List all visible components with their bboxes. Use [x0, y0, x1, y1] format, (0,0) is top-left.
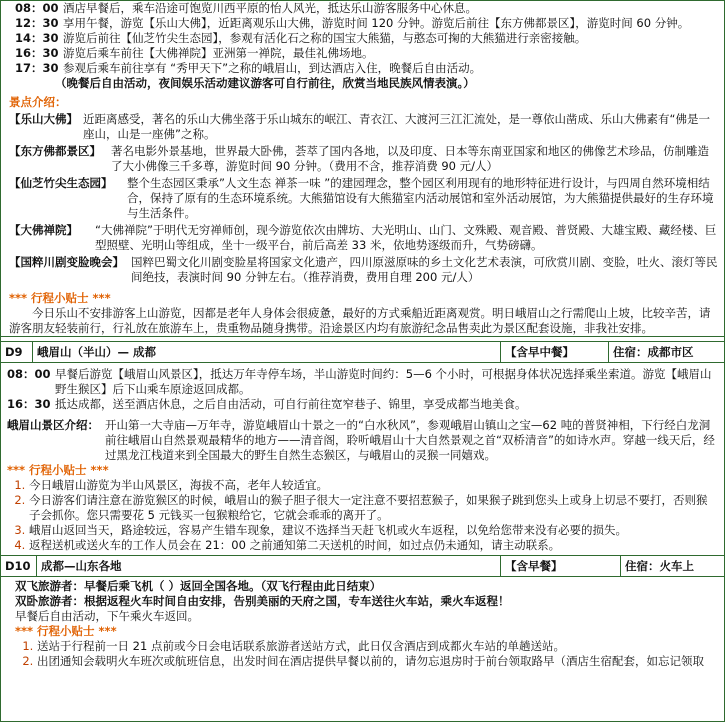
- attraction-item: [9, 176, 720, 221]
- day10-header: [1, 555, 724, 577]
- free-activity-line: 早餐后自由活动，下午乘火车返回。: [15, 609, 199, 623]
- attraction-desc: 国粹巴蜀文化川剧变脸星将国家文化遗产，四川原滋原味的乡土文化艺术表演，可欣赏川剧、变脸，吐火、滚灯等民间绝技，表演时间 90 分钟左右。（推荐消费，费用自理 200 元/人）: [131, 255, 718, 284]
- tip-item: 2. 今日游客们请注意在游览猴区的时候，峨眉山的猴子胆子很大一定注意不要招惹猴子，如果猴子跳到您头上或身上切忌不要打，否则猴子会抓你。您只需要花 5 元钱买一包猴粮给它，它就会乖乖的离开了。: [29, 493, 718, 523]
- scenic-intro: [7, 418, 718, 463]
- schedule-row: [7, 397, 718, 412]
- day-stay: 住宿：火车上: [625, 559, 694, 573]
- day10-section: [1, 577, 724, 671]
- attraction-name: 【东方佛都景区】: [9, 144, 101, 158]
- tip-item: 4. 返程送机或送火车的工作人员会在 21：00 之前通知第二天送机的时间，如过点仍未通知，请主动联系。: [29, 538, 718, 553]
- schedule-row: [15, 61, 718, 76]
- schedule-time: 16：30: [15, 46, 59, 60]
- tips-list: [15, 639, 718, 669]
- attraction-desc: “大佛禅院”于明代无穷禅师创，现今游览依次由牌坊、大光明山、山门、文殊殿、观音殿、普贤殿、大雄宝殿、藏经楼、巨型照壁、光明山等组成，坐十一级平台，前后高差 33 米，依地势逐级而升，气势磅礴。: [95, 223, 717, 252]
- attractions-title: 景点介绍：: [9, 95, 67, 109]
- attraction-item: [9, 144, 720, 174]
- schedule-text: 酒店早餐后，乘车沿途可饱览川西平原的怡人风光，抵达乐山游客服务中心休息。: [63, 1, 477, 15]
- schedule-text: 享用午餐，游览【乐山大佛】，近距离观乐山大佛，游览时间 120 分钟。游览后前往【东方佛都景区】，游览时间 60 分钟。: [63, 16, 690, 30]
- fly-travellers-line: 双飞旅游者：早餐后乘飞机（ ）返回全国各地。（双飞行程由此日结束）: [15, 579, 382, 593]
- tip-item: 3. 峨眉山返回当天，路途较远，容易产生错车现象，建议不选择当天赶飞机或火车返程，以免给您带来没有必要的损失。: [29, 523, 718, 538]
- attractions: [1, 93, 724, 336]
- schedule-text: 早餐后游览【峨眉山风景区】，抵达万年寺停车场，半山游览时间约：5—6 个小时，可根据身体状况选择乘坐索道。游览【峨眉山野生猴区】后下山乘车原途返回成都。: [55, 367, 712, 396]
- tips-title: *** 行程小贴士 ***: [9, 291, 111, 305]
- tip-item: 1. 送站于行程前一日 21 点前或今日会电话联系旅游者送站方式，此日仅含酒店到成都火车站的单趟送站。: [37, 639, 718, 654]
- evening-note: （晚餐后自由活动，夜间娱乐活动建议游客可自行前往，欣赏当地民族风情表演。）: [55, 76, 475, 90]
- day9-header: [1, 341, 724, 363]
- attraction-desc: 近距离感受，著名的乐山大佛坐落于乐山城东的岷江、青衣江、大渡河三江汇流处，是一尊依山凿成、乐山大佛素有“佛是一座山，山是一座佛”之称。: [83, 112, 710, 141]
- train-travellers-line: 双卧旅游者：根据返程火车时间自由安排，告别美丽的天府之国，专车送往火车站，乘火车返程！: [15, 594, 510, 608]
- day-meals: 【含早餐】: [501, 556, 621, 576]
- day-stay: 住宿：成都市区: [613, 345, 694, 359]
- intro-label: 峨眉山景区介绍：: [7, 418, 99, 432]
- attraction-item: [9, 223, 720, 253]
- tips-title: *** 行程小贴士 ***: [7, 463, 109, 477]
- day-route: 峨眉山（半山）— 成都: [33, 342, 501, 362]
- schedule-time: 17：30: [15, 61, 59, 75]
- tips-list: [7, 478, 718, 553]
- schedule-time: 12：30: [15, 16, 59, 30]
- day-number: D10: [1, 556, 37, 576]
- intro-text: 开山第一大寺庙—万年寺，游览峨眉山十景之一的“白水秋风”，参观峨眉山镇山之宝—62 吨的普贤神相，下行经白龙洞前往峨眉山自然景观最精华的地方——清音阁，聆听峨眉山十大自然景观之首“双桥清音”的如诗水声。穿越一线天后，经过黑龙江栈道来到全国最大的野生自然生态猴区，与峨眉山的灵猴一同嬉戏。: [105, 418, 715, 462]
- attraction-name: 【大佛禅院】: [9, 223, 78, 237]
- day-meals: 【含早中餐】: [501, 342, 609, 362]
- tip-item: 1. 今日峨眉山游览为半山风景区，海拔不高，老年人较适宜。: [29, 478, 718, 493]
- schedule-row: [15, 31, 718, 46]
- schedule-text: 游览后乘车前往【大佛禅院】亚洲第一禅院，最佳礼佛场地。: [63, 46, 374, 60]
- schedule-row: [15, 16, 718, 31]
- schedule-row: [15, 46, 718, 61]
- schedule-row: [15, 1, 718, 16]
- schedule-time: 08：00: [15, 1, 59, 15]
- schedule-time: 16：30: [7, 397, 51, 411]
- attraction-desc: 整个生态园区秉承”人文生态 禅茶一味 ”的建园理念，整个园区利用现有的地形特征进行设计，与四周自然环境相结合，保持了原有的生态环境系统。大熊猫馆设有大熊猫室内活动展馆和室外活动展馆，为大熊猫提供最好的生存环境与生活条件。: [127, 176, 714, 220]
- schedule-time: 14：30: [15, 31, 59, 45]
- attraction-desc: 著名电影外景基地，世界最大卧佛，荟萃了国内各地，以及印度、日本等东南亚国家和地区的佛像艺术珍品，仿制雕造了大小佛像三千多尊，游览时间 90 分钟。（费用不含，推荐消费 90 元/人）: [111, 144, 709, 173]
- tips-text: 今日乐山不安排游客上山游览，因都是老年人身体会很疲惫，最好的方式乘船近距离观赏。明日峨眉山之行需爬山上坡，比较辛苦，请游客朋友轻装前行，行礼放在旅游车上，贵重物品随身携带。沿途景区内均有旅游纪念品售卖此为景区配套设施，非我社安排。: [9, 306, 711, 335]
- schedule-text: 参观后乘车前往享有 “秀甲天下”之称的峨眉山，到达酒店入住，晚餐后自由活动。: [63, 61, 482, 75]
- day-route: 成都—山东各地: [37, 556, 501, 576]
- attraction-item: [9, 112, 720, 142]
- schedule-text: 游览后前往【仙芝竹尖生态园】，参观有活化石之称的国宝大熊猫，与憨态可掬的大熊猫进行亲密接触。: [63, 31, 587, 45]
- attraction-name: 【乐山大佛】: [9, 112, 78, 126]
- attraction-name: 【仙芝竹尖生态园】: [9, 176, 113, 190]
- attraction-name: 【国粹川剧变脸晚会】: [9, 255, 124, 269]
- day8-schedule: [1, 1, 724, 93]
- tip-item: 2. 出团通知会载明火车班次或航班信息，出发时间在酒店提供早餐以前的，请勿忘退房时于前台领取路早（酒店生宿配套，如忘记领取: [37, 654, 718, 669]
- tips-title: *** 行程小贴士 ***: [15, 624, 117, 638]
- day-number: D9: [1, 342, 33, 362]
- attraction-item: [9, 255, 720, 285]
- day8-section: [1, 1, 724, 337]
- schedule-row: [7, 367, 718, 397]
- day9-section: [1, 363, 724, 555]
- schedule-text: 抵达成都，送至酒店休息，之后自由活动，可自行前往宽窄巷子、锦里，享受成都当地美食。: [55, 397, 527, 411]
- schedule-time: 08：00: [7, 367, 51, 381]
